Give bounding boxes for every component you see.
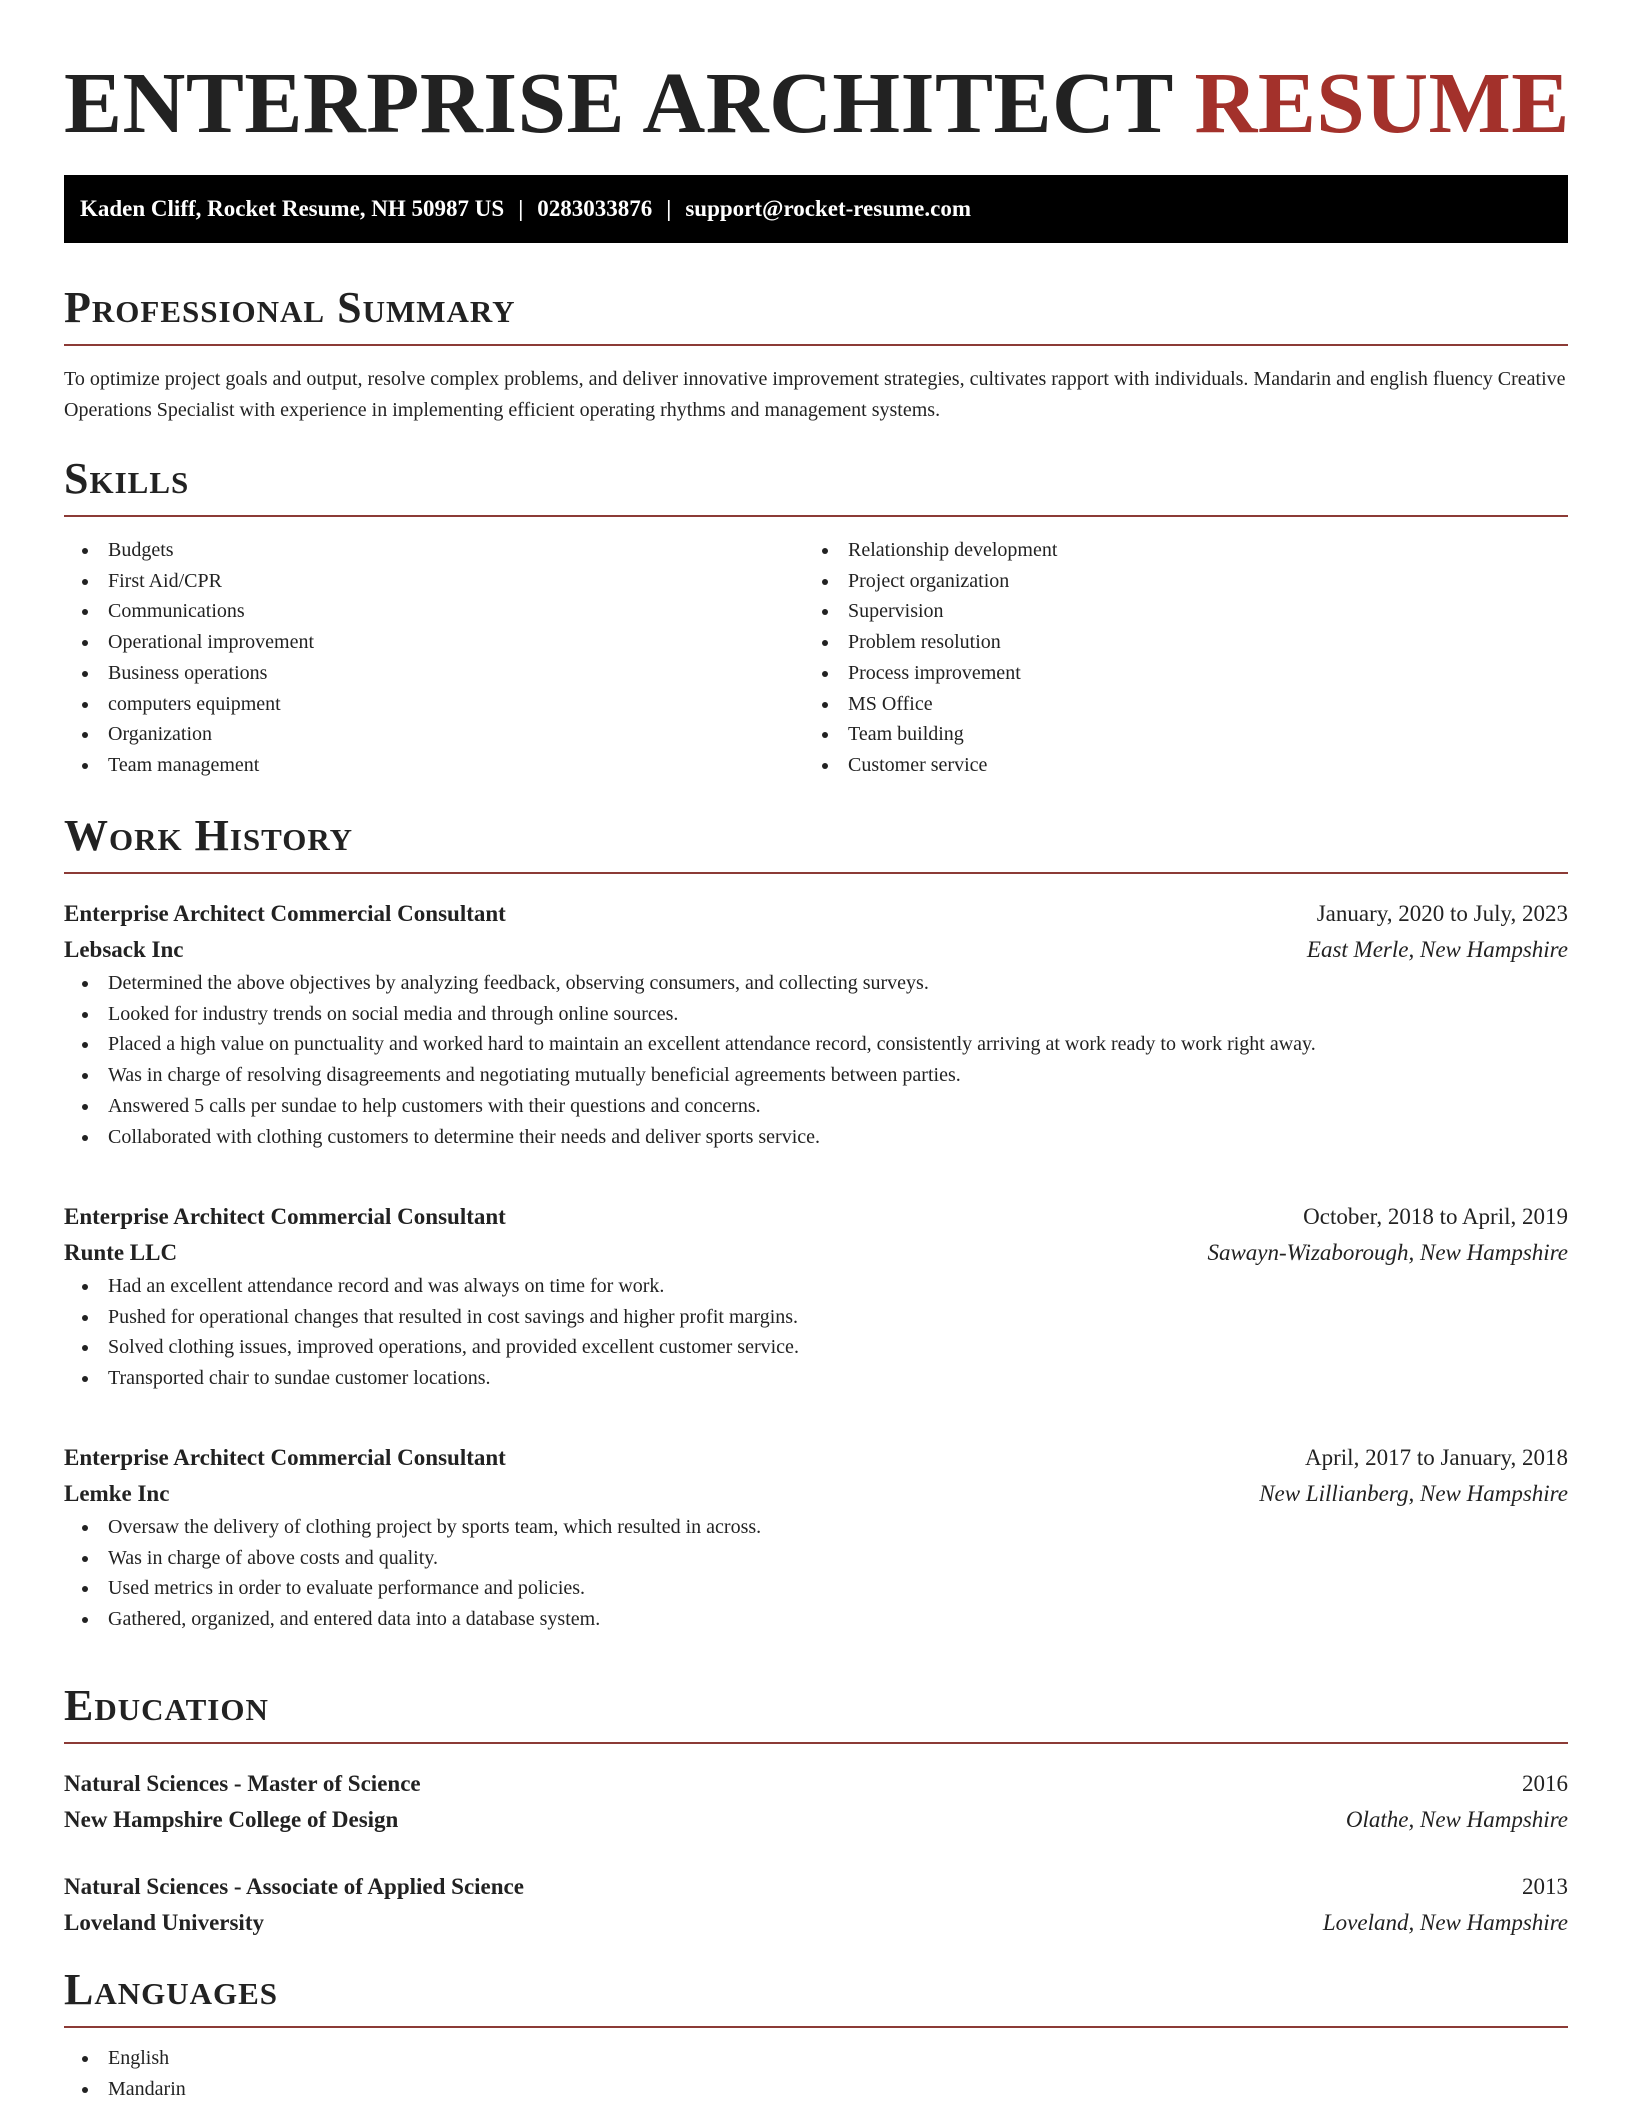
skill-item: computers equipment [64, 689, 804, 720]
summary-text: To optimize project goals and output, resolve complex problems, and deliver innovative improvement strategies, cultivates rapport with individuals. Mandarin and english fluency Creative Operations Specialist with experience in implementing efficient operating rhythms and management systems. [64, 368, 1566, 421]
contact-bar [64, 175, 1568, 243]
job-bullets [64, 1271, 1568, 1394]
skill-item: Organization [64, 719, 804, 750]
resume-title [64, 0, 1568, 160]
title-main: ENTERPRISE ARCHITECT [64, 54, 1173, 151]
languages-section [64, 1964, 1568, 2104]
education-location: Loveland, New Hampshire [1322, 1910, 1568, 1935]
language-item: Mandarin [64, 2074, 1568, 2105]
education-year: 2013 [1522, 1874, 1568, 1899]
job-dates: October, 2018 to April, 2019 [1303, 1204, 1568, 1229]
skill-item: Budgets [64, 535, 804, 566]
skills-list-left [64, 535, 804, 781]
job-bullet: Transported chair to sundae customer locations. [64, 1363, 1568, 1394]
education-degree: Natural Sciences - Associate of Applied Science [64, 1874, 524, 1899]
skill-item: Supervision [804, 596, 1544, 627]
language-item: English [64, 2043, 1568, 2074]
contact-email[interactable]: support@rocket-resume.com [685, 196, 971, 221]
job-bullet: Pushed for operational changes that resulted in cost savings and higher profit margins. [64, 1302, 1568, 1333]
job-bullet: Had an excellent attendance record and was always on time for work. [64, 1271, 1568, 1302]
education-entry [64, 1766, 1568, 1838]
job-entry [64, 1199, 1568, 1394]
education-section [64, 1680, 1568, 1744]
skill-item: MS Office [804, 689, 1544, 720]
job-bullet: Looked for industry trends on social media and through online sources. [64, 999, 1568, 1030]
work-heading: Work History [64, 810, 1568, 874]
skill-item: Project organization [804, 566, 1544, 597]
job-company: Lemke Inc [64, 1481, 170, 1506]
job-dates: January, 2020 to July, 2023 [1316, 901, 1568, 926]
education-school: Loveland University [64, 1910, 264, 1935]
summary-section [64, 282, 1568, 426]
job-header-row [64, 1199, 1568, 1235]
contact-separator: | [518, 196, 524, 221]
education-school-row [64, 1802, 1568, 1838]
skill-item: Team management [64, 750, 804, 781]
skill-item: Team building [804, 719, 1544, 750]
job-bullet: Gathered, organized, and entered data into a database system. [64, 1604, 1568, 1635]
job-bullet: Collaborated with clothing customers to determine their needs and deliver sports service. [64, 1122, 1568, 1153]
skill-item: Operational improvement [64, 627, 804, 658]
education-heading: Education [64, 1680, 1568, 1744]
job-bullets [64, 968, 1568, 1152]
skill-item: Communications [64, 596, 804, 627]
job-title: Enterprise Architect Commercial Consultant [64, 901, 506, 926]
education-school-row [64, 1905, 1568, 1941]
job-bullet: Was in charge of resolving disagreements and negotiating mutually beneficial agreements between parties. [64, 1060, 1568, 1091]
job-title: Enterprise Architect Commercial Consultant [64, 1445, 506, 1470]
job-bullet: Placed a high value on punctuality and worked hard to maintain an excellent attendance record, consistently arriving at work ready to work right away. [64, 1029, 1568, 1060]
skills-heading: Skills [64, 453, 1568, 517]
job-location: New Lillianberg, New Hampshire [1259, 1481, 1568, 1506]
job-bullets [64, 1512, 1568, 1635]
skills-list-right [804, 535, 1544, 781]
title-accent: RESUME [1194, 54, 1570, 151]
job-entry [64, 1440, 1568, 1635]
job-bullet: Solved clothing issues, improved operations, and provided excellent customer service. [64, 1332, 1568, 1363]
job-bullet: Oversaw the delivery of clothing project by sports team, which resulted in across. [64, 1512, 1568, 1543]
job-company-row [64, 1476, 1568, 1512]
job-bullet: Used metrics in order to evaluate performance and policies. [64, 1573, 1568, 1604]
languages-list [64, 2043, 1568, 2104]
job-location: Sawayn-Wizaborough, New Hampshire [1207, 1240, 1568, 1265]
education-location: Olathe, New Hampshire [1345, 1807, 1568, 1832]
skill-item: Relationship development [804, 535, 1544, 566]
education-entry [64, 1869, 1568, 1941]
skill-item: Business operations [64, 658, 804, 689]
job-company: Runte LLC [64, 1240, 178, 1265]
job-dates: April, 2017 to January, 2018 [1305, 1445, 1568, 1470]
education-header-row [64, 1766, 1568, 1802]
contact-separator: | [666, 196, 672, 221]
job-header-row [64, 896, 1568, 932]
skill-item: Process improvement [804, 658, 1544, 689]
job-bullet: Answered 5 calls per sundae to help customers with their questions and concerns. [64, 1091, 1568, 1122]
skills-grid [64, 535, 1568, 781]
work-section [64, 810, 1568, 874]
job-entry [64, 896, 1568, 1152]
skill-item: Problem resolution [804, 627, 1544, 658]
job-title: Enterprise Architect Commercial Consultant [64, 1204, 506, 1229]
contact-address: Kaden Cliff, Rocket Resume, NH 50987 US [80, 196, 505, 221]
job-bullet: Was in charge of above costs and quality. [64, 1543, 1568, 1574]
job-company-row [64, 932, 1568, 968]
skills-section [64, 453, 1568, 781]
skill-item: First Aid/CPR [64, 566, 804, 597]
education-year: 2016 [1522, 1771, 1568, 1796]
job-company: Lebsack Inc [64, 937, 184, 962]
job-bullet: Determined the above objectives by analyzing feedback, observing consumers, and collecting surveys. [64, 968, 1568, 999]
skill-item: Customer service [804, 750, 1544, 781]
contact-phone: 0283033876 [537, 196, 653, 221]
job-location: East Merle, New Hampshire [1306, 937, 1568, 962]
job-header-row [64, 1440, 1568, 1476]
summary-heading: Professional Summary [64, 282, 1568, 346]
education-header-row [64, 1869, 1568, 1905]
languages-heading: Languages [64, 1964, 1568, 2028]
education-school: New Hampshire College of Design [64, 1807, 399, 1832]
education-degree: Natural Sciences - Master of Science [64, 1771, 421, 1796]
job-company-row [64, 1235, 1568, 1271]
